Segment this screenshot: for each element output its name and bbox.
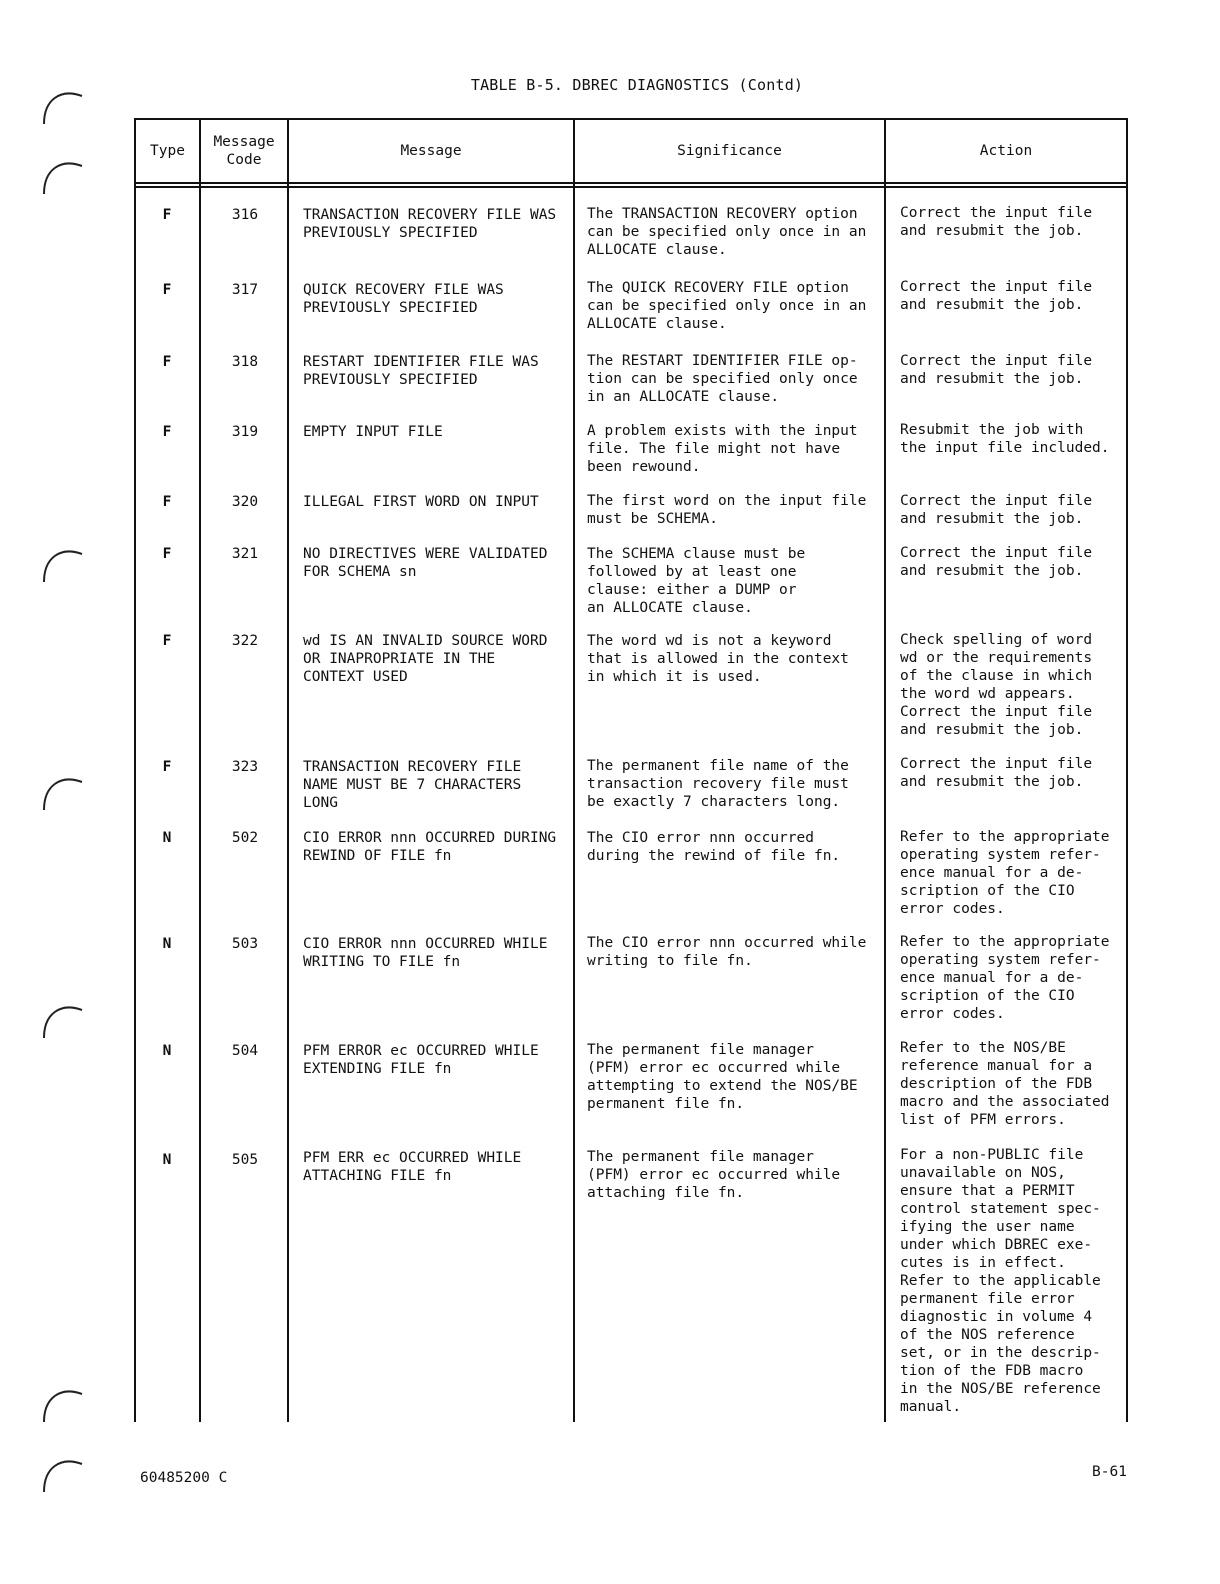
row-action: Correct the input file and resubmit the job.	[900, 756, 1093, 790]
binder-hole-mark	[38, 994, 88, 1044]
row-action: Refer to the appropriate operating system refer- ence manual for a de- scription of the CIO error codes.	[900, 829, 1110, 917]
row-code: 502	[231, 830, 259, 846]
header-action: Action	[979, 143, 1033, 159]
row-action: Correct the input file and resubmit the job.	[900, 205, 1093, 239]
row-message: EMPTY INPUT FILE	[303, 424, 443, 440]
row-message: TRANSACTION RECOVERY FILE WAS PREVIOUSLY SPECIFIED	[303, 207, 557, 241]
row-significance: A problem exists with the input file. The file might not have been rewound.	[587, 423, 858, 475]
row-type: F	[162, 207, 172, 223]
row-action: Correct the input file and resubmit the job.	[900, 493, 1093, 527]
binder-hole-mark	[38, 538, 88, 588]
row-significance: The first word on the input file must be SCHEMA.	[587, 493, 867, 527]
row-message: CIO ERROR nnn OCCURRED WHILE WRITING TO FILE fn	[303, 936, 548, 970]
row-code: 504	[231, 1043, 259, 1059]
row-message: ILLEGAL FIRST WORD ON INPUT	[303, 494, 539, 510]
row-type: F	[162, 759, 172, 775]
row-significance: The word wd is not a keyword that is allowed in the context in which it is used.	[587, 633, 849, 685]
row-significance: The permanent file name of the transaction recovery file must be exactly 7 characters long.	[587, 758, 849, 810]
row-message: QUICK RECOVERY FILE WAS PREVIOUSLY SPECIFIED	[303, 282, 504, 316]
row-significance: The TRANSACTION RECOVERY option can be specified only once in an ALLOCATE clause.	[587, 206, 867, 258]
row-code: 503	[231, 936, 259, 952]
row-code: 318	[231, 354, 259, 370]
row-message: PFM ERR ec OCCURRED WHILE ATTACHING FILE fn	[303, 1150, 522, 1184]
header-rule	[134, 182, 1128, 184]
row-type: N	[162, 936, 172, 952]
row-significance: The RESTART IDENTIFIER FILE op- tion can be specified only once in an ALLOCATE clause.	[587, 353, 858, 405]
table-title: TABLE B-5. DBREC DIAGNOSTICS (Contd)	[470, 76, 804, 94]
row-message: NO DIRECTIVES WERE VALIDATED FOR SCHEMA sn	[303, 546, 548, 580]
row-code: 505	[231, 1152, 259, 1168]
row-code: 322	[231, 633, 259, 649]
column-divider	[573, 118, 575, 1422]
row-action: For a non-PUBLIC file unavailable on NOS, ensure that a PERMIT control statement spec- ifying the user name under which DBREC exe- cutes is in effect. Refer to the applicable permanent file error diagnostic in volume 4 of the NOS reference set, or in the descrip- tion of the FDB macro in the NOS/BE reference manual.	[900, 1147, 1101, 1415]
row-code: 316	[231, 207, 259, 223]
row-message: wd IS AN INVALID SOURCE WORD OR INAPROPRIATE IN THE CONTEXT USED	[303, 633, 548, 685]
row-message: PFM ERROR ec OCCURRED WHILE EXTENDING FILE fn	[303, 1043, 539, 1077]
row-action: Refer to the appropriate operating system refer- ence manual for a de- scription of the CIO error codes.	[900, 934, 1110, 1022]
row-action: Resubmit the job with the input file included.	[900, 422, 1110, 456]
row-significance: The permanent file manager (PFM) error ec occurred while attaching file fn.	[587, 1149, 841, 1201]
row-message: TRANSACTION RECOVERY FILE NAME MUST BE 7 CHARACTERS LONG	[303, 759, 522, 811]
binder-hole-mark	[38, 1378, 88, 1428]
row-type: F	[162, 424, 172, 440]
row-type: N	[162, 830, 172, 846]
row-code: 321	[231, 546, 259, 562]
header-rule	[134, 186, 1128, 188]
row-significance: The CIO error nnn occurred during the rewind of file fn.	[587, 830, 841, 864]
binder-hole-mark	[38, 766, 88, 816]
header-type: Type	[150, 143, 185, 159]
row-type: F	[162, 354, 172, 370]
header-message-code: Message Code	[213, 134, 275, 168]
binder-hole-mark	[38, 1448, 88, 1498]
row-action: Correct the input file and resubmit the job.	[900, 545, 1093, 579]
row-significance: The SCHEMA clause must be followed by at least one clause: either a DUMP or an ALLOCATE clause.	[587, 546, 806, 616]
row-message: CIO ERROR nnn OCCURRED DURING REWIND OF FILE fn	[303, 830, 557, 864]
row-code: 317	[231, 282, 259, 298]
row-type: F	[162, 633, 172, 649]
row-action: Correct the input file and resubmit the job.	[900, 279, 1093, 313]
row-significance: The QUICK RECOVERY FILE option can be specified only once in an ALLOCATE clause.	[587, 280, 867, 332]
header-message: Message	[400, 143, 462, 159]
binder-hole-mark	[38, 80, 88, 130]
row-type: N	[162, 1152, 172, 1168]
row-type: N	[162, 1043, 172, 1059]
row-significance: The CIO error nnn occurred while writing to file fn.	[587, 935, 867, 969]
row-message: RESTART IDENTIFIER FILE WAS PREVIOUSLY SPECIFIED	[303, 354, 539, 388]
row-type: F	[162, 546, 172, 562]
column-divider	[199, 118, 201, 1422]
row-type: F	[162, 282, 172, 298]
row-code: 320	[231, 494, 259, 510]
row-code: 323	[231, 759, 259, 775]
row-significance: The permanent file manager (PFM) error ec occurred while attempting to extend the NOS/BE permanent file fn.	[587, 1042, 858, 1112]
page-number: B-61	[1092, 1464, 1127, 1480]
binder-hole-mark	[38, 150, 88, 200]
row-action: Refer to the NOS/BE reference manual for a description of the FDB macro and the associated list of PFM errors.	[900, 1040, 1110, 1128]
column-divider	[884, 118, 886, 1422]
row-action: Correct the input file and resubmit the job.	[900, 353, 1093, 387]
header-significance: Significance	[677, 143, 782, 159]
document-number: 60485200 C	[140, 1470, 228, 1486]
row-type: F	[162, 494, 172, 510]
row-code: 319	[231, 424, 259, 440]
row-action: Check spelling of word wd or the requirements of the clause in which the word wd appears. Correct the input file and resubmit the job.	[900, 632, 1093, 738]
